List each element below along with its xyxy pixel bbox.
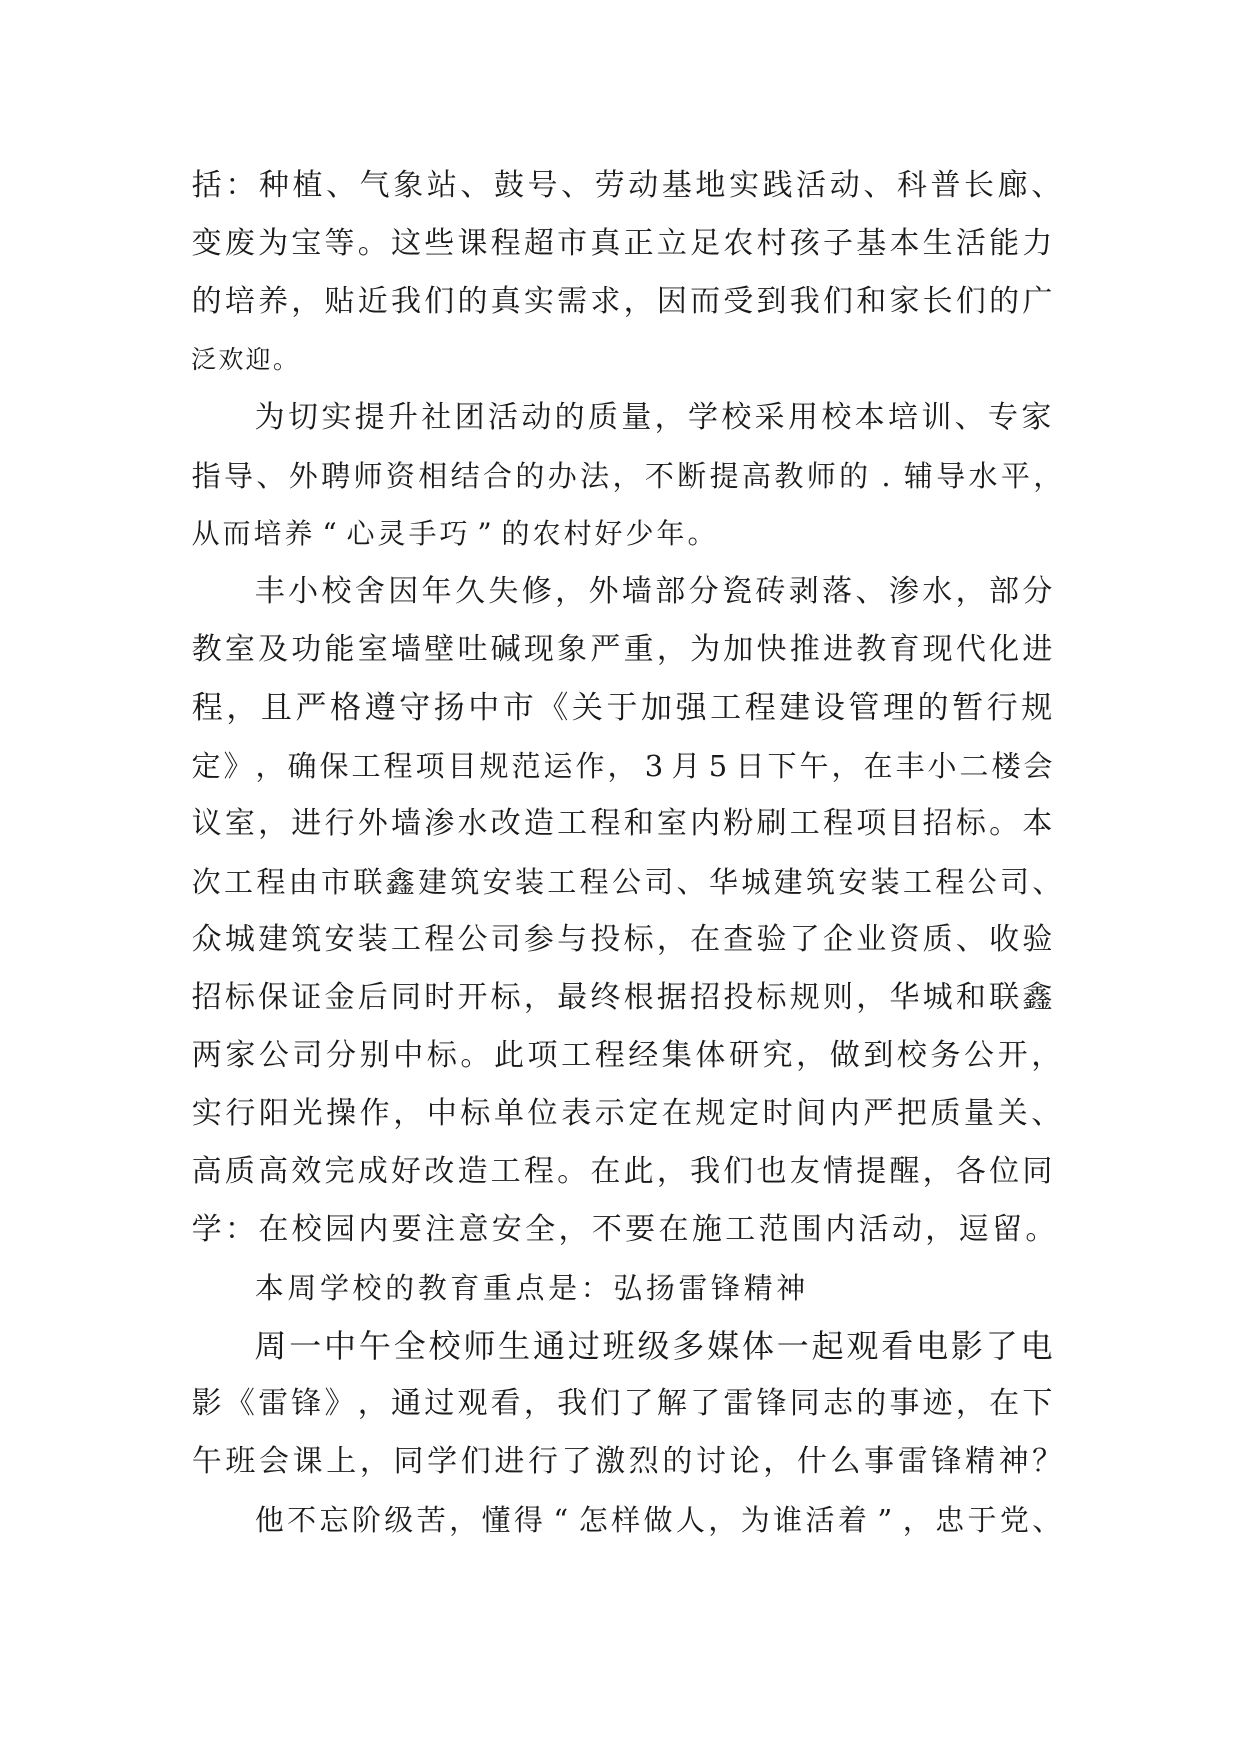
text-line: 从 而 培 养 “ 心 灵 手 巧 ” 的 农 村 好 少 年 。 (191, 517, 716, 550)
text-line: 实 行 阳 光 操 作 ， 中 标 单 位 表 示 定 在 规 定 时 间 内 严 把 质 量 关 、 (191, 1096, 1062, 1131)
text-line: 他 不 忘 阶 级 苦 ， 懂 得 “ 怎 样 做 人 ， 为 谁 活 着 ” ， 忠 于 党 、 (254, 1503, 1062, 1537)
text-line: 午 班 会 课 上 ， 同 学 们 进 行 了 激 烈 的 讨 论 ， 什 么 事 雷 锋 精 神 ？ (191, 1444, 1063, 1479)
text-line: 招 标 保 证 金 后 同 时 开 标 ， 最 终 根 据 招 投 标 规 则 ， 华 城 和 联 鑫 (191, 980, 1053, 1015)
text-line: 议 室 ， 进 行 外 墙 渗 水 改 造 工 程 和 室 内 粉 刷 工 程 项 目 招 标 。 本 (191, 806, 1053, 841)
text-line: 指 导 、 外 聘 师 资 相 结 合 的 办 法 ， 不 断 提 高 教 师 的 . 辅 导 水 平 ， (191, 459, 1063, 493)
text-line: 次 工 程 由 市 联 鑫 建 筑 安 装 工 程 公 司 、 华 城 建 筑 安 装 工 程 公 司 、 (191, 865, 1062, 899)
text-line: 的 培 养 ， 贴 近 我 们 的 真 实 需 求 ， 因 而 受 到 我 们 和 家 长 们 的 广 (191, 284, 1053, 319)
text-line: 定 》 ， 确 保 工 程 项 目 规 范 运 作 ， 3 月 5 日 下 午 ， 在 丰 小 二 楼 会 (191, 749, 1053, 783)
text-line: 本 周 学 校 的 教 育 重 点 是 ： 弘 扬 雷 锋 精 神 (254, 1271, 806, 1305)
text-line: 教 室 及 功 能 室 墙 壁 吐 碱 现 象 严 重 ， 为 加 快 推 进 教 育 现 代 化 进 (191, 632, 1053, 667)
text-line: 括 ： 种 植 、 气 象 站 、 鼓 号 、 劳 动 基 地 实 践 活 动 、 科 普 长 廊 、 (191, 168, 1062, 203)
text-line: 影 《 雷 锋 》 ， 通 过 观 看 ， 我 们 了 解 了 雷 锋 同 志 的 事 迹 ， 在 下 (191, 1386, 1053, 1421)
text-line: 两 家 公 司 分 别 中 标 。 此 项 工 程 经 集 体 研 究 ， 做 到 校 务 公 开 ， (191, 1038, 1062, 1073)
text-line: 泛 欢 迎 。 (191, 345, 298, 374)
text-line: 丰 小 校 舍 因 年 久 失 修 ， 外 墙 部 分 瓷 砖 剥 落 、 渗 水 ， 部 分 (254, 574, 1053, 609)
text-line: 学 ： 在 校 园 内 要 注 意 安 全 ， 不 要 在 施 工 范 围 内 活 动 ， 逗 留 。 (191, 1212, 1056, 1247)
text-line: 高 质 高 效 完 成 好 改 造 工 程 。 在 此 ， 我 们 也 友 情 提 醒 ， 各 位 同 (191, 1154, 1053, 1189)
text-line: 众 城 建 筑 安 装 工 程 公 司 参 与 投 标 ， 在 查 验 了 企 业 资 质 、 收 验 (191, 922, 1053, 957)
text-line: 为 切 实 提 升 社 团 活 动 的 质 量 ， 学 校 采 用 校 本 培 训 、 专 家 (254, 400, 1052, 435)
text-line: 变 废 为 宝 等 。 这 些 课 程 超 市 真 正 立 足 农 村 孩 子 基 本 生 活 能 力 (191, 226, 1053, 261)
text-line: 周 一 中 午 全 校 师 生 通 过 班 级 多 媒 体 一 起 观 看 电 影 了 电 (254, 1327, 1053, 1365)
text-line: 程 ， 且 严 格 遵 守 扬 中 市 《 关 于 加 强 工 程 建 设 管 理 的 暂 行 规 (191, 690, 1053, 726)
